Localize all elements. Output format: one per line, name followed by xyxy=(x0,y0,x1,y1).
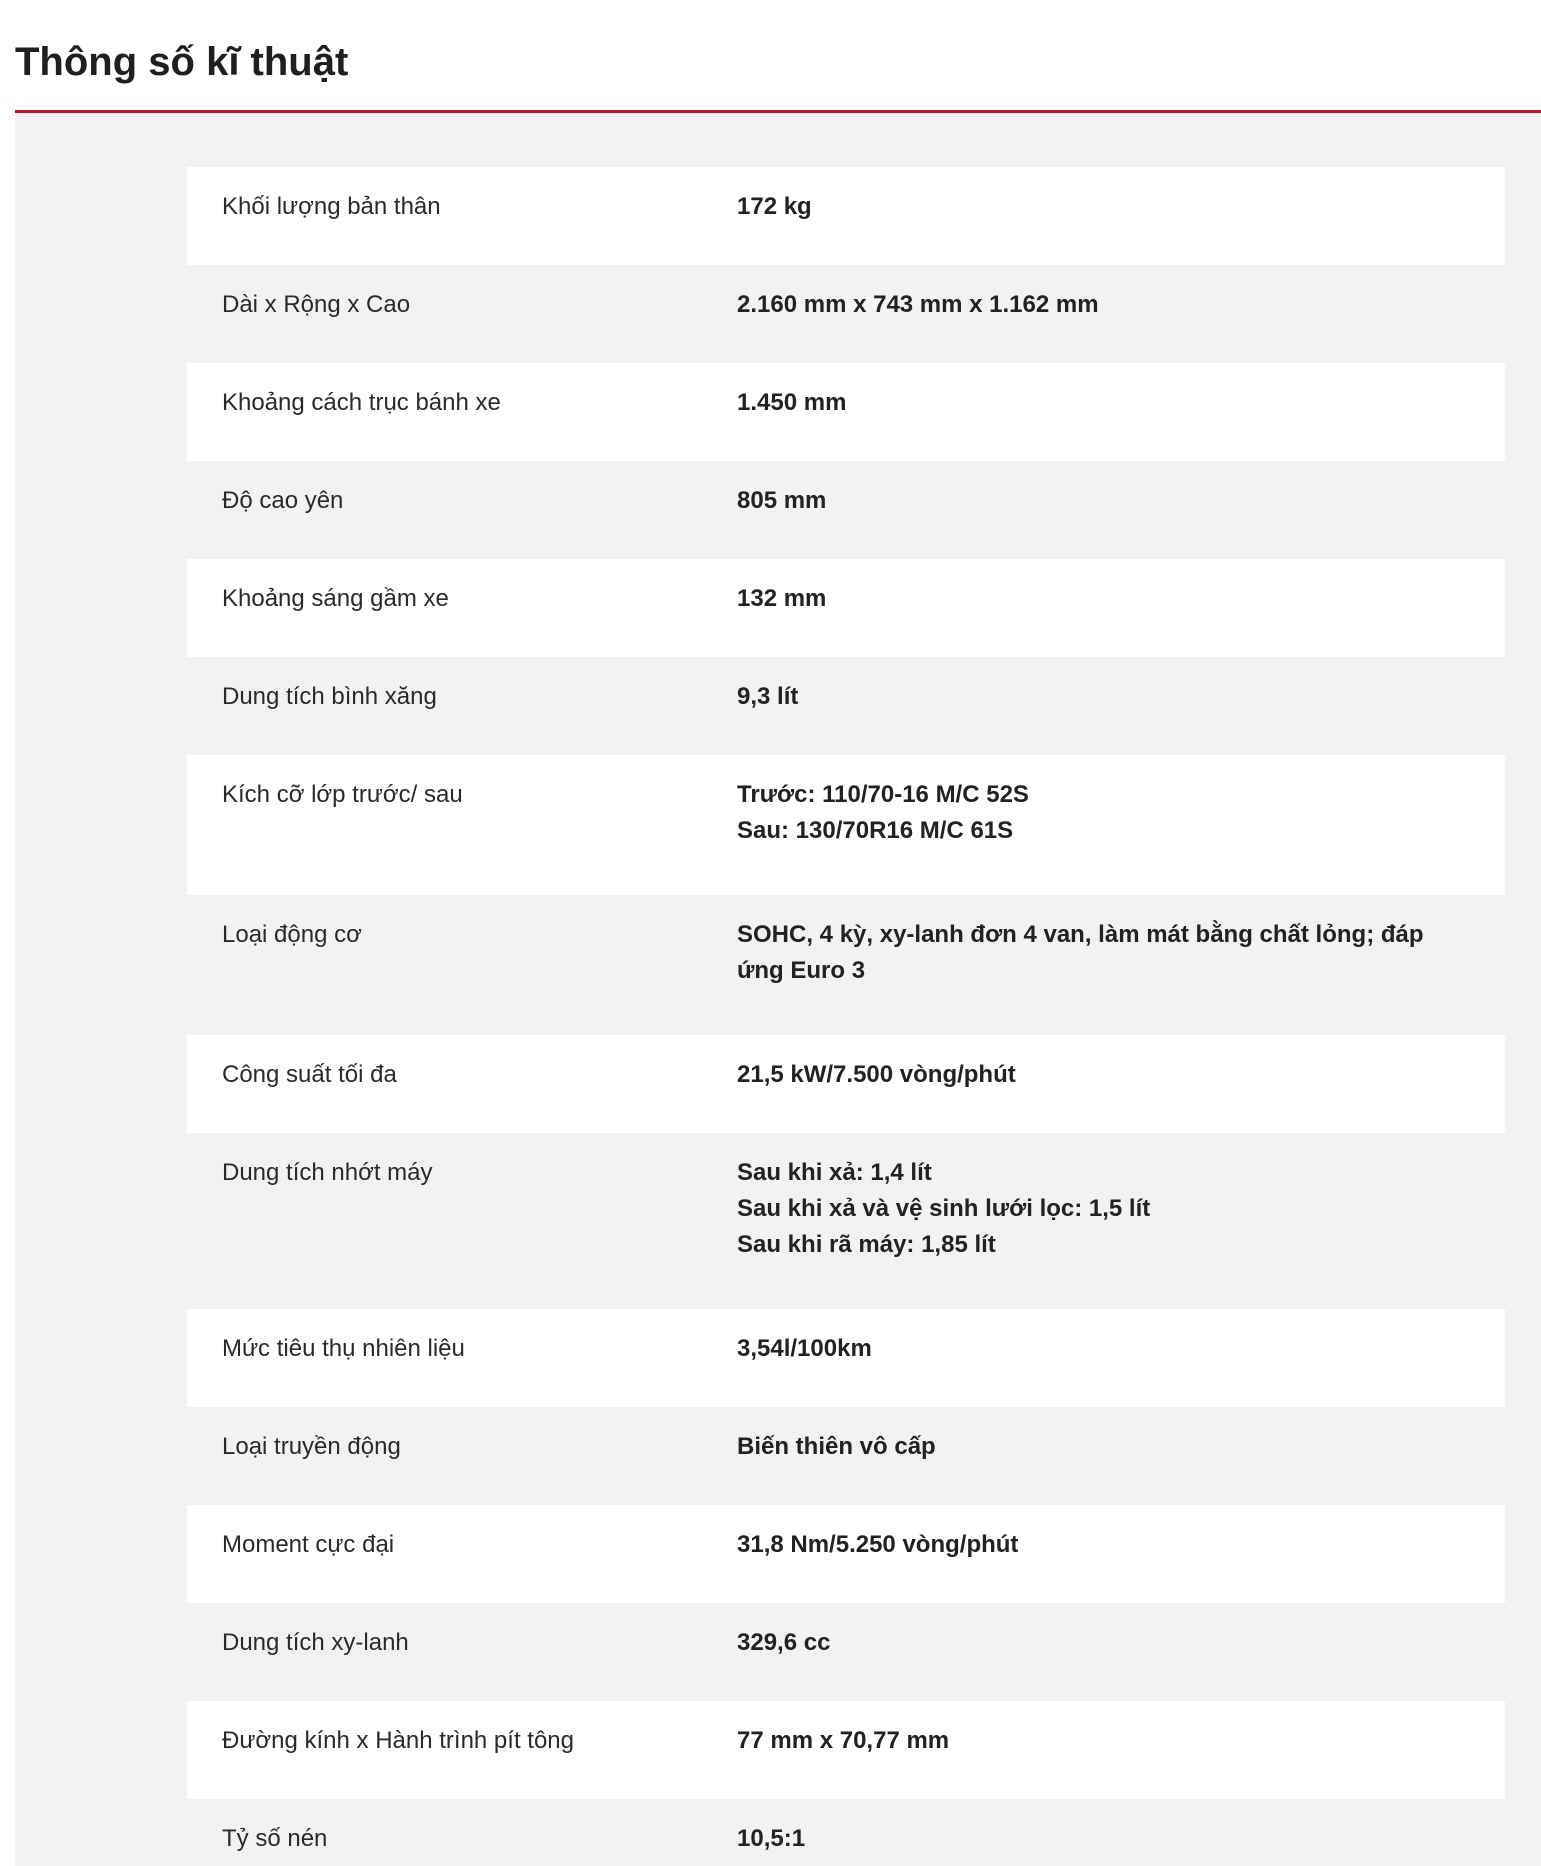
spec-row xyxy=(187,1133,1505,1309)
spec-label: Dung tích nhớt máy xyxy=(222,1159,433,1186)
spec-row xyxy=(187,755,1505,895)
spec-row xyxy=(187,895,1505,1035)
spec-value xyxy=(737,1057,1505,1093)
spec-label: Khối lượng bản thân xyxy=(222,193,441,220)
spec-value-line: 3,54l/100km xyxy=(737,1335,872,1362)
spec-value-line: 172 kg xyxy=(737,193,812,220)
spec-label: Kích cỡ lớp trước/ sau xyxy=(222,781,463,808)
spec-row xyxy=(187,461,1505,559)
spec-value-line: SOHC, 4 kỳ, xy-lanh đơn 4 van, làm mát bằng chất lỏng; đáp xyxy=(737,921,1424,948)
spec-label: Khoảng sáng gầm xe xyxy=(222,585,449,612)
spec-value xyxy=(737,1527,1505,1563)
spec-value-line: 2.160 mm x 743 mm x 1.162 mm xyxy=(737,291,1099,318)
spec-label: Dung tích xy-lanh xyxy=(222,1629,409,1656)
spec-value-line: Sau khi rã máy: 1,85 lít xyxy=(737,1231,996,1258)
spec-label: Moment cực đại xyxy=(222,1531,395,1558)
spec-label: Khoảng cách trục bánh xe xyxy=(222,389,501,416)
spec-value-line: 10,5:1 xyxy=(737,1825,806,1852)
spec-row xyxy=(187,1035,1505,1133)
spec-panel xyxy=(15,113,1541,1866)
spec-value xyxy=(737,1331,1505,1367)
spec-value xyxy=(737,1625,1505,1661)
spec-row xyxy=(187,1309,1505,1407)
spec-table xyxy=(187,167,1505,1866)
spec-value xyxy=(737,287,1505,323)
spec-row xyxy=(187,1603,1505,1701)
spec-value xyxy=(737,1821,1505,1857)
spec-value-line: 9,3 lít xyxy=(737,683,799,710)
spec-value xyxy=(737,483,1505,519)
spec-label: Loại truyền động xyxy=(222,1433,401,1460)
spec-value-line: 132 mm xyxy=(737,585,827,612)
spec-row xyxy=(187,1407,1505,1505)
spec-row xyxy=(187,1505,1505,1603)
spec-label: Độ cao yên xyxy=(222,487,344,514)
spec-value xyxy=(737,1429,1505,1465)
spec-value-line: Biến thiên vô cấp xyxy=(737,1433,936,1460)
spec-value xyxy=(737,385,1505,421)
spec-value-line: 31,8 Nm/5.250 vòng/phút xyxy=(737,1531,1019,1558)
spec-value-line: ứng Euro 3 xyxy=(737,957,866,984)
spec-row xyxy=(187,265,1505,363)
spec-value xyxy=(737,777,1505,849)
spec-label: Tỷ số nén xyxy=(222,1825,328,1852)
spec-value xyxy=(737,917,1505,989)
spec-value-line: 1.450 mm xyxy=(737,389,847,416)
spec-row xyxy=(187,1799,1505,1866)
spec-value-line: Sau khi xả: 1,4 lít xyxy=(737,1159,932,1186)
spec-row xyxy=(187,363,1505,461)
spec-row xyxy=(187,657,1505,755)
spec-value xyxy=(737,581,1505,617)
page-title: Thông số kĩ thuật xyxy=(15,40,349,84)
spec-label: Công suất tối đa xyxy=(222,1061,397,1088)
spec-value-line: 805 mm xyxy=(737,487,827,514)
spec-label: Dài x Rộng x Cao xyxy=(222,291,411,318)
spec-label: Mức tiêu thụ nhiên liệu xyxy=(222,1335,465,1362)
spec-value-line: 329,6 cc xyxy=(737,1629,831,1656)
spec-value-line: 77 mm x 70,77 mm xyxy=(737,1727,950,1754)
spec-row xyxy=(187,167,1505,265)
spec-value xyxy=(737,1155,1505,1263)
spec-value-line: Trước: 110/70-16 M/C 52S xyxy=(737,781,1029,808)
spec-value xyxy=(737,1723,1505,1759)
spec-row xyxy=(187,1701,1505,1799)
spec-value-line: Sau: 130/70R16 M/C 61S xyxy=(737,817,1014,844)
spec-label: Đường kính x Hành trình pít tông xyxy=(222,1727,574,1754)
spec-value xyxy=(737,189,1505,225)
spec-value-line: Sau khi xả và vệ sinh lưới lọc: 1,5 lít xyxy=(737,1195,1151,1222)
spec-value-line: 21,5 kW/7.500 vòng/phút xyxy=(737,1061,1016,1088)
spec-value xyxy=(737,679,1505,715)
spec-label: Loại động cơ xyxy=(222,921,362,948)
spec-label: Dung tích bình xăng xyxy=(222,683,437,710)
spec-row xyxy=(187,559,1505,657)
